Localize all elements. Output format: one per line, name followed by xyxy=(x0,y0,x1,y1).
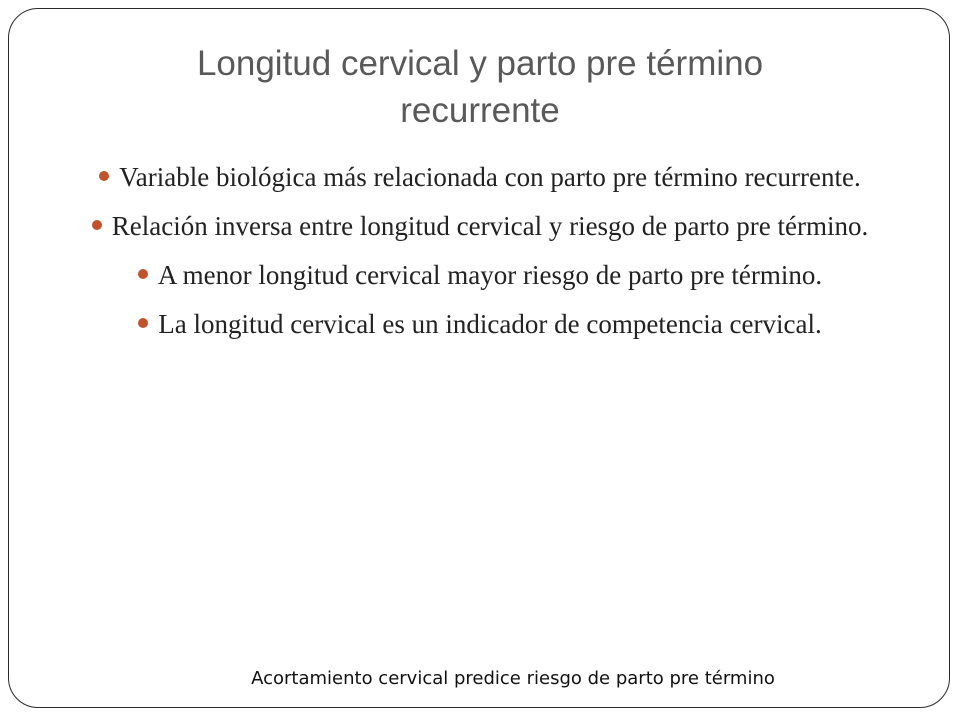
bullet-item xyxy=(80,157,880,197)
bullet-dot-icon xyxy=(138,269,148,279)
bullet-item xyxy=(80,206,880,246)
bullet-dot-icon xyxy=(92,220,102,230)
bullet-list xyxy=(80,157,880,353)
bullet-text: Relación inversa entre longitud cervical y riesgo de parto pre término. xyxy=(111,211,869,241)
footer-caption: Acortamiento cervical predice riesgo de parto pre término xyxy=(251,668,775,689)
bullet-text: A menor longitud cervical mayor riesgo de parto pre término. xyxy=(157,260,823,290)
bullet-dot-icon xyxy=(138,318,148,328)
bullet-text: La longitud cervical es un indicador de competencia cervical. xyxy=(158,309,822,339)
bullet-text: Variable biológica más relacionada con parto pre término recurrente. xyxy=(119,162,861,192)
bullet-item xyxy=(80,304,880,344)
bullet-item xyxy=(80,255,880,295)
bullet-dot-icon xyxy=(99,171,109,181)
slide-title: Longitud cervical y parto pre término recurrente xyxy=(196,44,764,130)
